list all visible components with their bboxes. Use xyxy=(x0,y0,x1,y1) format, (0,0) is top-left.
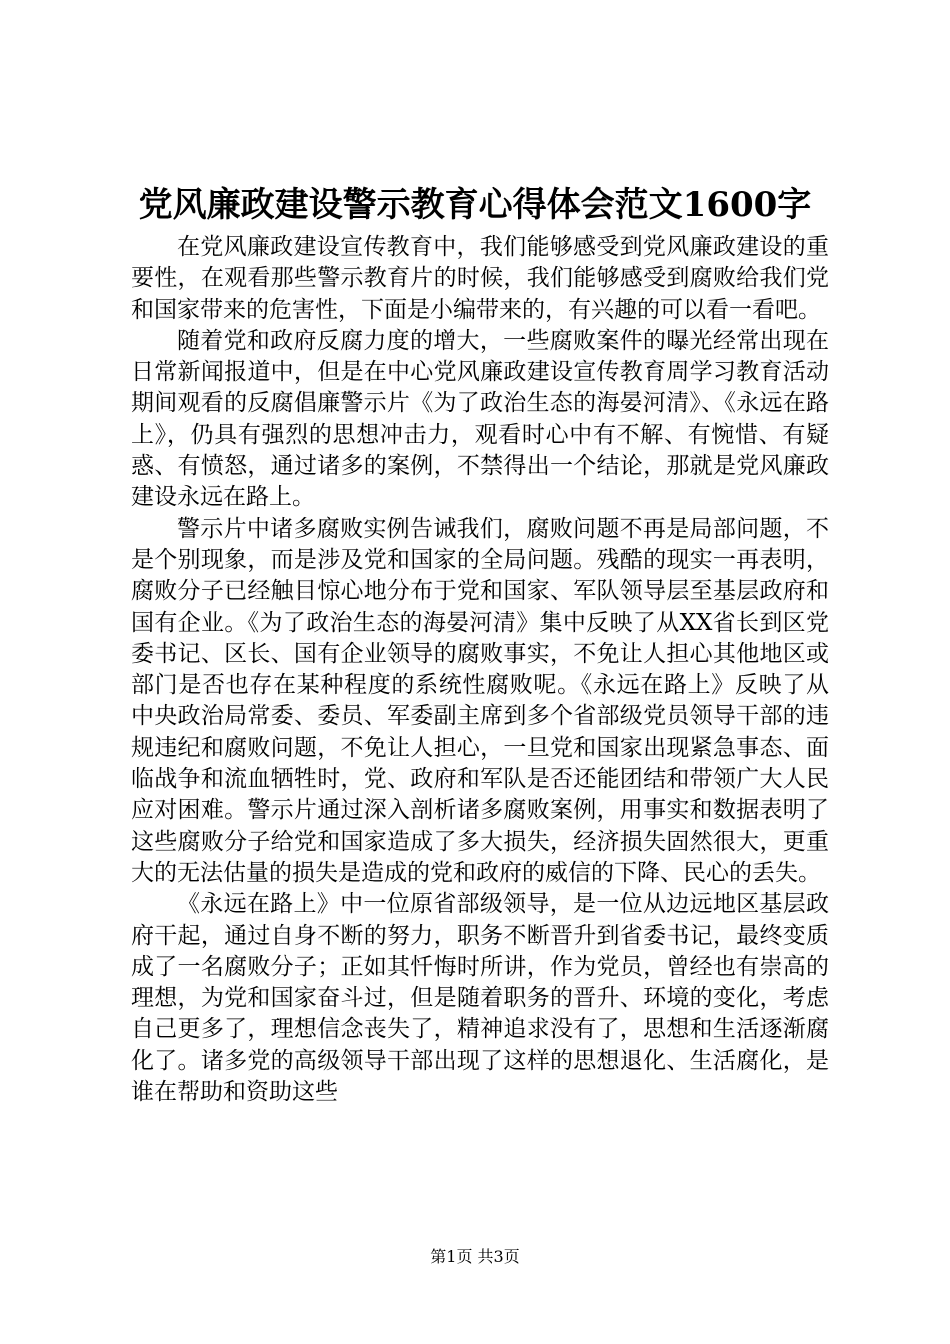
page-footer: 第1页 共3页 xyxy=(430,1247,520,1266)
paragraph-4: 《永远在路上》中一位原省部级领导，是一位从边远地区基层政府干起，通过自身不断的努力，职务不断晋升到省委书记，最终变质成了一名腐败分子；正如其忏悔时所讲，作为党员，曾经也有崇高的理想，为党和国家奋斗过，但是随着职务的晋升、环境的变化，考虑自己更多了，理想信念丧失了，精神追求没有了，思想和生活逐渐腐化了。诸多党的高级领导干部出现了这样的思想退化、生活腐化，是谁在帮助和资助这些 xyxy=(131,891,829,1106)
paragraph-1: 在党风廉政建设宣传教育中，我们能够感受到党风廉政建设的重要性，在观看那些警示教育片的时候，我们能够感受到腐败给我们党和国家带来的危害性，下面是小编带来的，有兴趣的可以看一看吧。 xyxy=(131,234,829,323)
paragraph-3: 警示片中诸多腐败实例告诫我们，腐败问题不再是局部问题，不是个别现象，而是涉及党和国家的全局问题。残酷的现实一再表明，腐败分子已经触目惊心地分布于党和国家、军队领导层至基层政府和国有企业。《为了政治生态的海晏河清》集中反映了从XX省长到区党委书记、区长、国有企业领导的腐败事实，不免让人担心其他地区或部门是否也存在某种程度的系统性腐败呢。《永远在路上》反映了从中央政治局常委、委员、军委副主席到多个省部级党员领导干部的违规违纪和腐败问题，不免让人担心，一旦党和国家出现紧急事态、面临战争和流血牺牲时，党、政府和军队是否还能团结和带领广大人民应对困难。警示片通过深入剖析诸多腐败案例，用事实和数据表明了这些腐败分子给党和国家造成了多大损失，经济损失固然很大，更重大的无法估量的损失是造成的党和政府的威信的下降、民心的丢失。 xyxy=(131,515,829,886)
document-title: 党风廉政建设警示教育心得体会范文1600字 xyxy=(138,185,812,225)
document-body xyxy=(131,232,829,1108)
paragraph-2: 随着党和政府反腐力度的增大，一些腐败案件的曝光经常出现在日常新闻报道中，但是在中心党风廉政建设宣传教育周学习教育活动期间观看的反腐倡廉警示片《为了政治生态的海晏河清》、《永远在路上》，仍具有强烈的思想冲击力，观看时心中有不解、有惋惜、有疑惑、有愤怒，通过诸多的案例，不禁得出一个结论，那就是党风廉政建设永远在路上。 xyxy=(131,327,829,511)
